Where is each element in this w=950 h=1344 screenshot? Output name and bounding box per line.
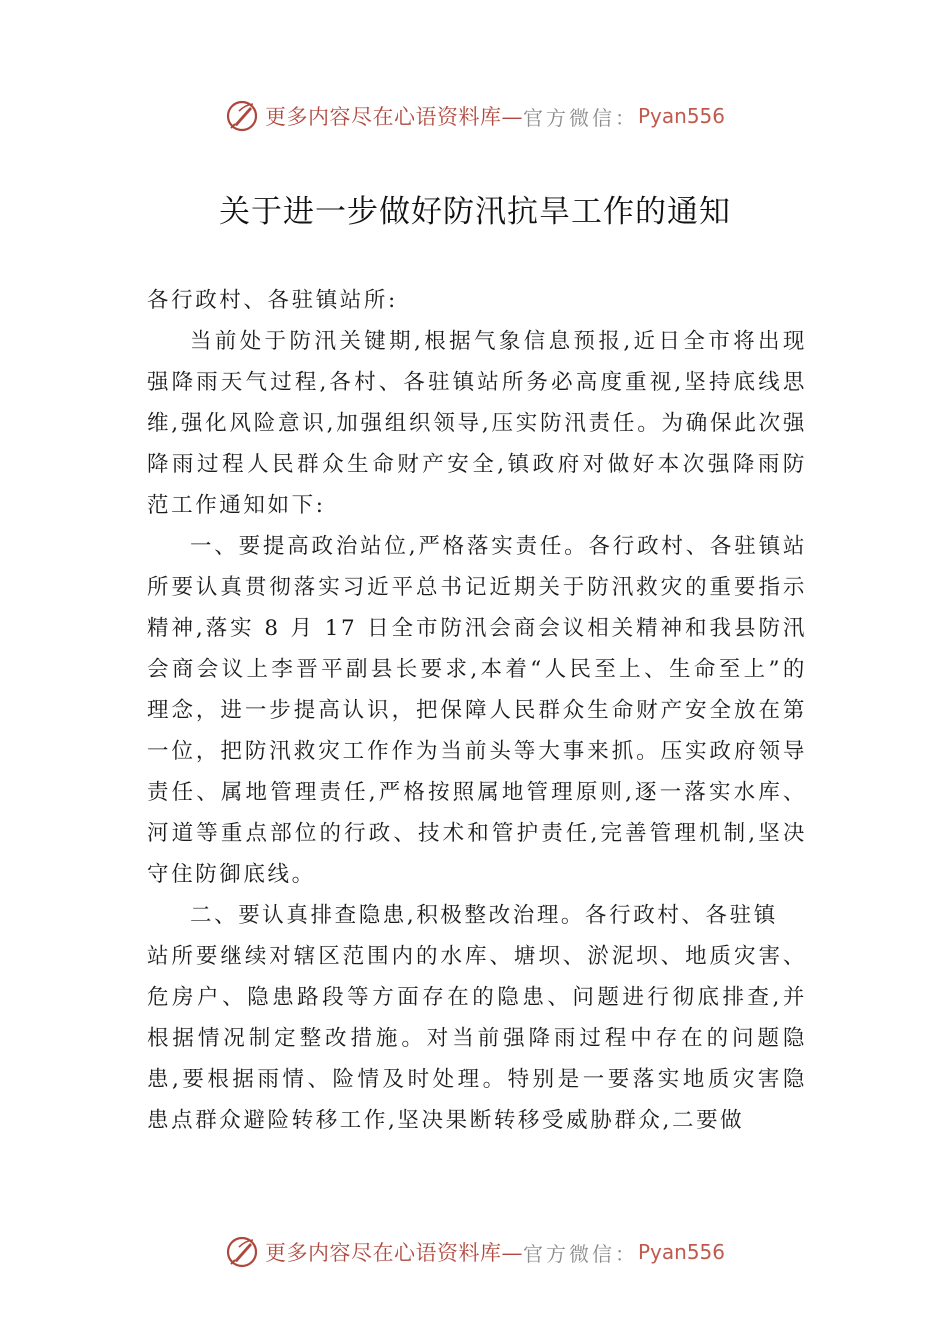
watermark-wechat-label: 官方微信：: [522, 105, 638, 130]
document-title: 关于进一步做好防汛抗旱工作的通知: [219, 194, 731, 230]
footer-watermark: [0, 1232, 950, 1272]
paragraph: 当前处于防汛关键期,根据气象信息预报,近日全市将出现强降雨天气过程,各村、各驻镇站所务必高度重视,坚持底线思维,强化风险意识,加强组织领导,压实防汛责任。为确保此次强降雨过程人民群众生命财产安全,镇政府对做好本次强降雨防范工作通知如下:: [147, 329, 807, 518]
watermark-brand-text: 更多内容尽在心语资料库—: [264, 1241, 523, 1265]
salutation: 各行政村、各驻镇站所:: [147, 288, 398, 313]
watermark-brand-text: 更多内容尽在心语资料库—: [264, 105, 523, 129]
paragraph: 一、要提高政治站位,严格落实责任。各行政村、各驻镇站所要认真贯彻落实习近平总书记近期关于防汛救灾的重要指示精神,落实 8 月 17 日全市防汛会商会议相关精神和我县防汛会商会议上李晋平副县长要求,本着“人民至上、生命至上”的理念，进一步提高认识，把保障人民群众生命财产安全放在第一位，把防汛救灾工作作为当前头等大事来抓。压实政府领导责任、属地管理责任,严格按照属地管理原则,逐一落实水库、河道等重点部位的行政、技术和管护责任,完善管理机制,坚决守住防御底线。: [147, 534, 807, 887]
watermark-wechat-id: Pyan556: [637, 1240, 725, 1264]
quill-logo-icon: [225, 99, 259, 133]
paragraph: 站所要继续对辖区范围内的水库、塘坝、淤泥坝、地质灾害、 危房户、隐患路段等方面存在的隐患、问题进行彻底排查,并根据情况制定整改措施。对当前强降雨过程中存在的问题隐患,要根据雨情、险情及时处理。特别是一要落实地质灾害隐患点群众避险转移工作,坚决果断转移受威胁群众,二要做: [147, 944, 807, 1133]
document-body: [147, 280, 807, 1141]
watermark-wechat-label: 官方微信：: [522, 1241, 638, 1266]
quill-logo-icon: [225, 1235, 259, 1269]
paragraph: 二、要认真排查隐患,积极整改治理。各行政村、各驻镇: [190, 903, 778, 928]
watermark-wechat-id: Pyan556: [637, 104, 725, 128]
header-watermark: [0, 96, 950, 136]
